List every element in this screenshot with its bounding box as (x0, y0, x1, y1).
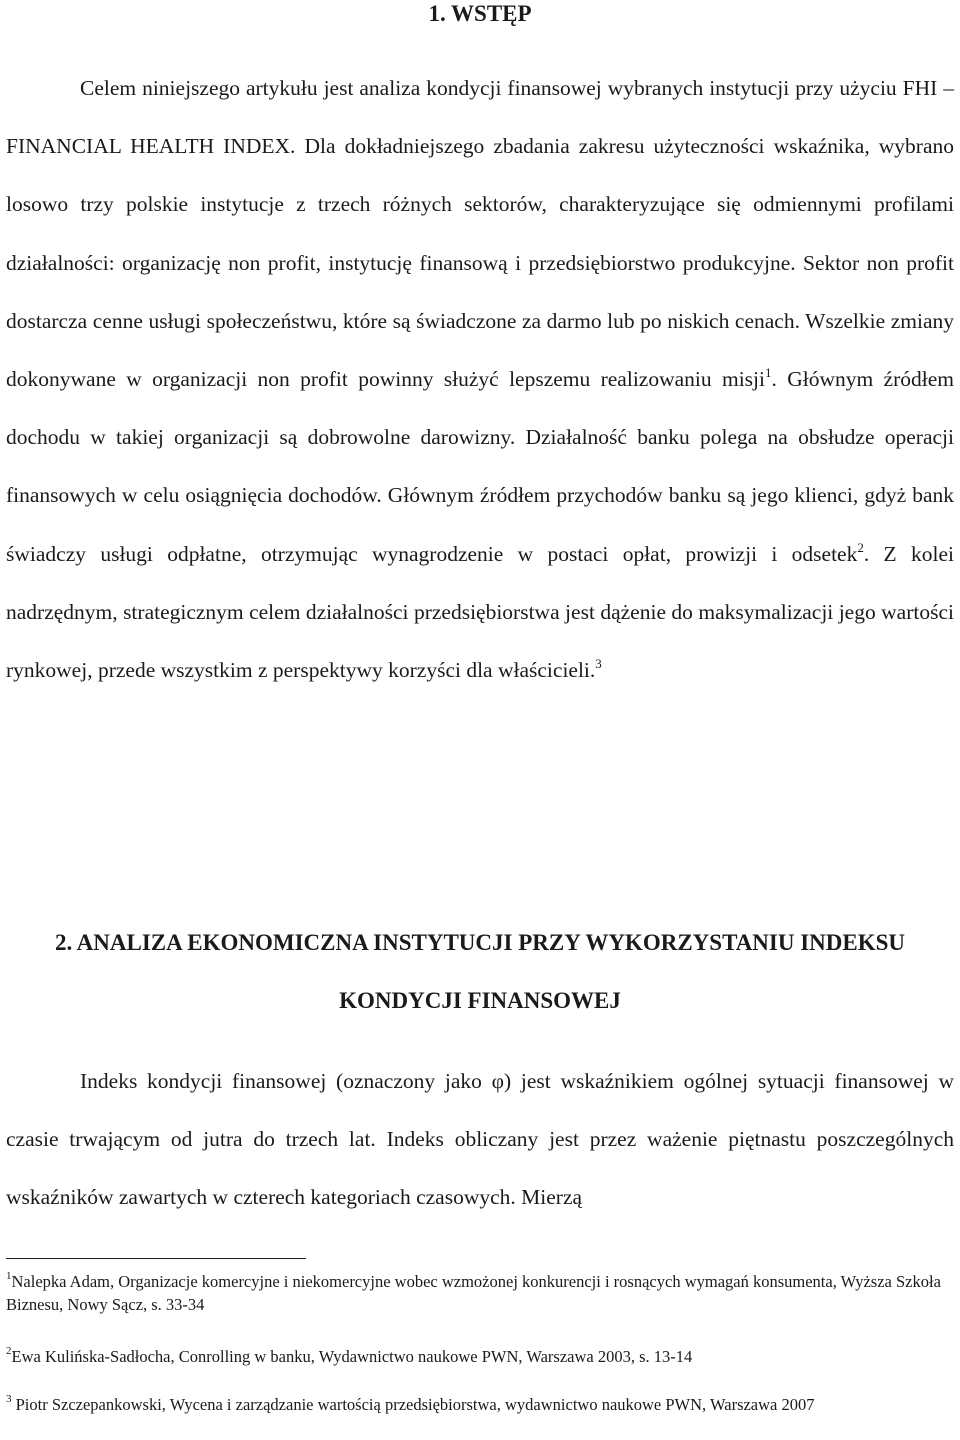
footnote-mark: 1 (6, 1270, 12, 1282)
footnote-3 (6, 1393, 950, 1416)
paragraph-text: Celem niniejszego artykułu jest analiza kondycji finansowej wybranych instytucji przy użyciu FHI – FINANCIAL HEALTH INDEX. Dla dokładniejszego zbadania zakresu użyteczności wskaźnika, wybrano losowo trzy polskie instytucje z trzech różnych sektorów, charakteryzujące się odmiennymi profilami działalności: organizację non profit, instytucję finansową i przedsiębiorstwo produkcyjne. Sektor non profit dostarcza cenne usługi społeczeństwu, które są świadczone za darmo lub po niskich cenach. Wszelkie zmiany dokonywane w organizacji non profit powinny służyć lepszemu realizowaniu misji (6, 76, 954, 392)
footnote-ref-3: 3 (595, 656, 602, 672)
section-1-paragraph (6, 59, 954, 699)
footnote-separator (6, 1258, 306, 1259)
section-2-heading-line-2: KONDYCJI FINANSOWEJ (339, 988, 621, 1013)
section-2-paragraph: Indeks kondycji finansowej (oznaczony jako φ) jest wskaźnikiem ogólnej sytuacji finansowej w czasie trwającym od jutra do trzech lat. Indeks obliczany jest przez ważenie piętnastu poszczególnych wskaźników zawartych w czterech kategoriach czasowych. Mierzą (6, 1069, 954, 1210)
footnote-ref-1: 1 (764, 365, 772, 381)
paragraph-text: . Głównym źródłem dochodu w takiej organizacji są dobrowolne darowizny. Działalność banku polega na obsłudze operacji finansowych w celu osiągnięcia dochodów. Głównym źródłem przychodów banku są jego klienci, gdyż bank świadczy usługi odpłatne, otrzymując wynagrodzenie w postaci opłat, prowizji i odsetek (6, 367, 954, 566)
footnote-ref-2: 2 (857, 539, 864, 555)
footnote-text: Ewa Kulińska-Sadłocha, Conrolling w banku, Wydawnictwo naukowe PWN, Warszawa 2003, s. 13-14 (11, 1347, 693, 1366)
section-2-heading-line-1: 2. ANALIZA EKONOMICZNA INSTYTUCJI PRZY WYKORZYSTANIU INDEKSU (54, 930, 906, 955)
footnote-text: Nalepka Adam, Organizacje komercyjne i niekomercyjne wobec wzmożonej konkurencji i rosnących wymagań konsumenta, Wyższa Szkoła Biznesu, Nowy Sącz, s. 33-34 (6, 1272, 941, 1314)
section-2-heading (0, 929, 960, 1015)
footnote-2 (6, 1345, 950, 1368)
footnote-mark: 3 (6, 1393, 12, 1405)
footnote-text: Piotr Szczepankowski, Wycena i zarządzanie wartością przedsiębiorstwa, wydawnictwo naukowe PWN, Warszawa 2007 (11, 1395, 815, 1414)
footnote-1 (6, 1270, 950, 1316)
section-1-heading: 1. WSTĘP (428, 1, 532, 26)
paragraph-text: . Z kolei nadrzędnym, strategicznym celem działalności przedsiębiorstwa jest dążenie do maksymalizacji jego wartości rynkowej, przede wszystkim z perspektywy korzyści dla właścicieli. (6, 541, 955, 683)
footnote-mark: 2 (6, 1345, 12, 1357)
